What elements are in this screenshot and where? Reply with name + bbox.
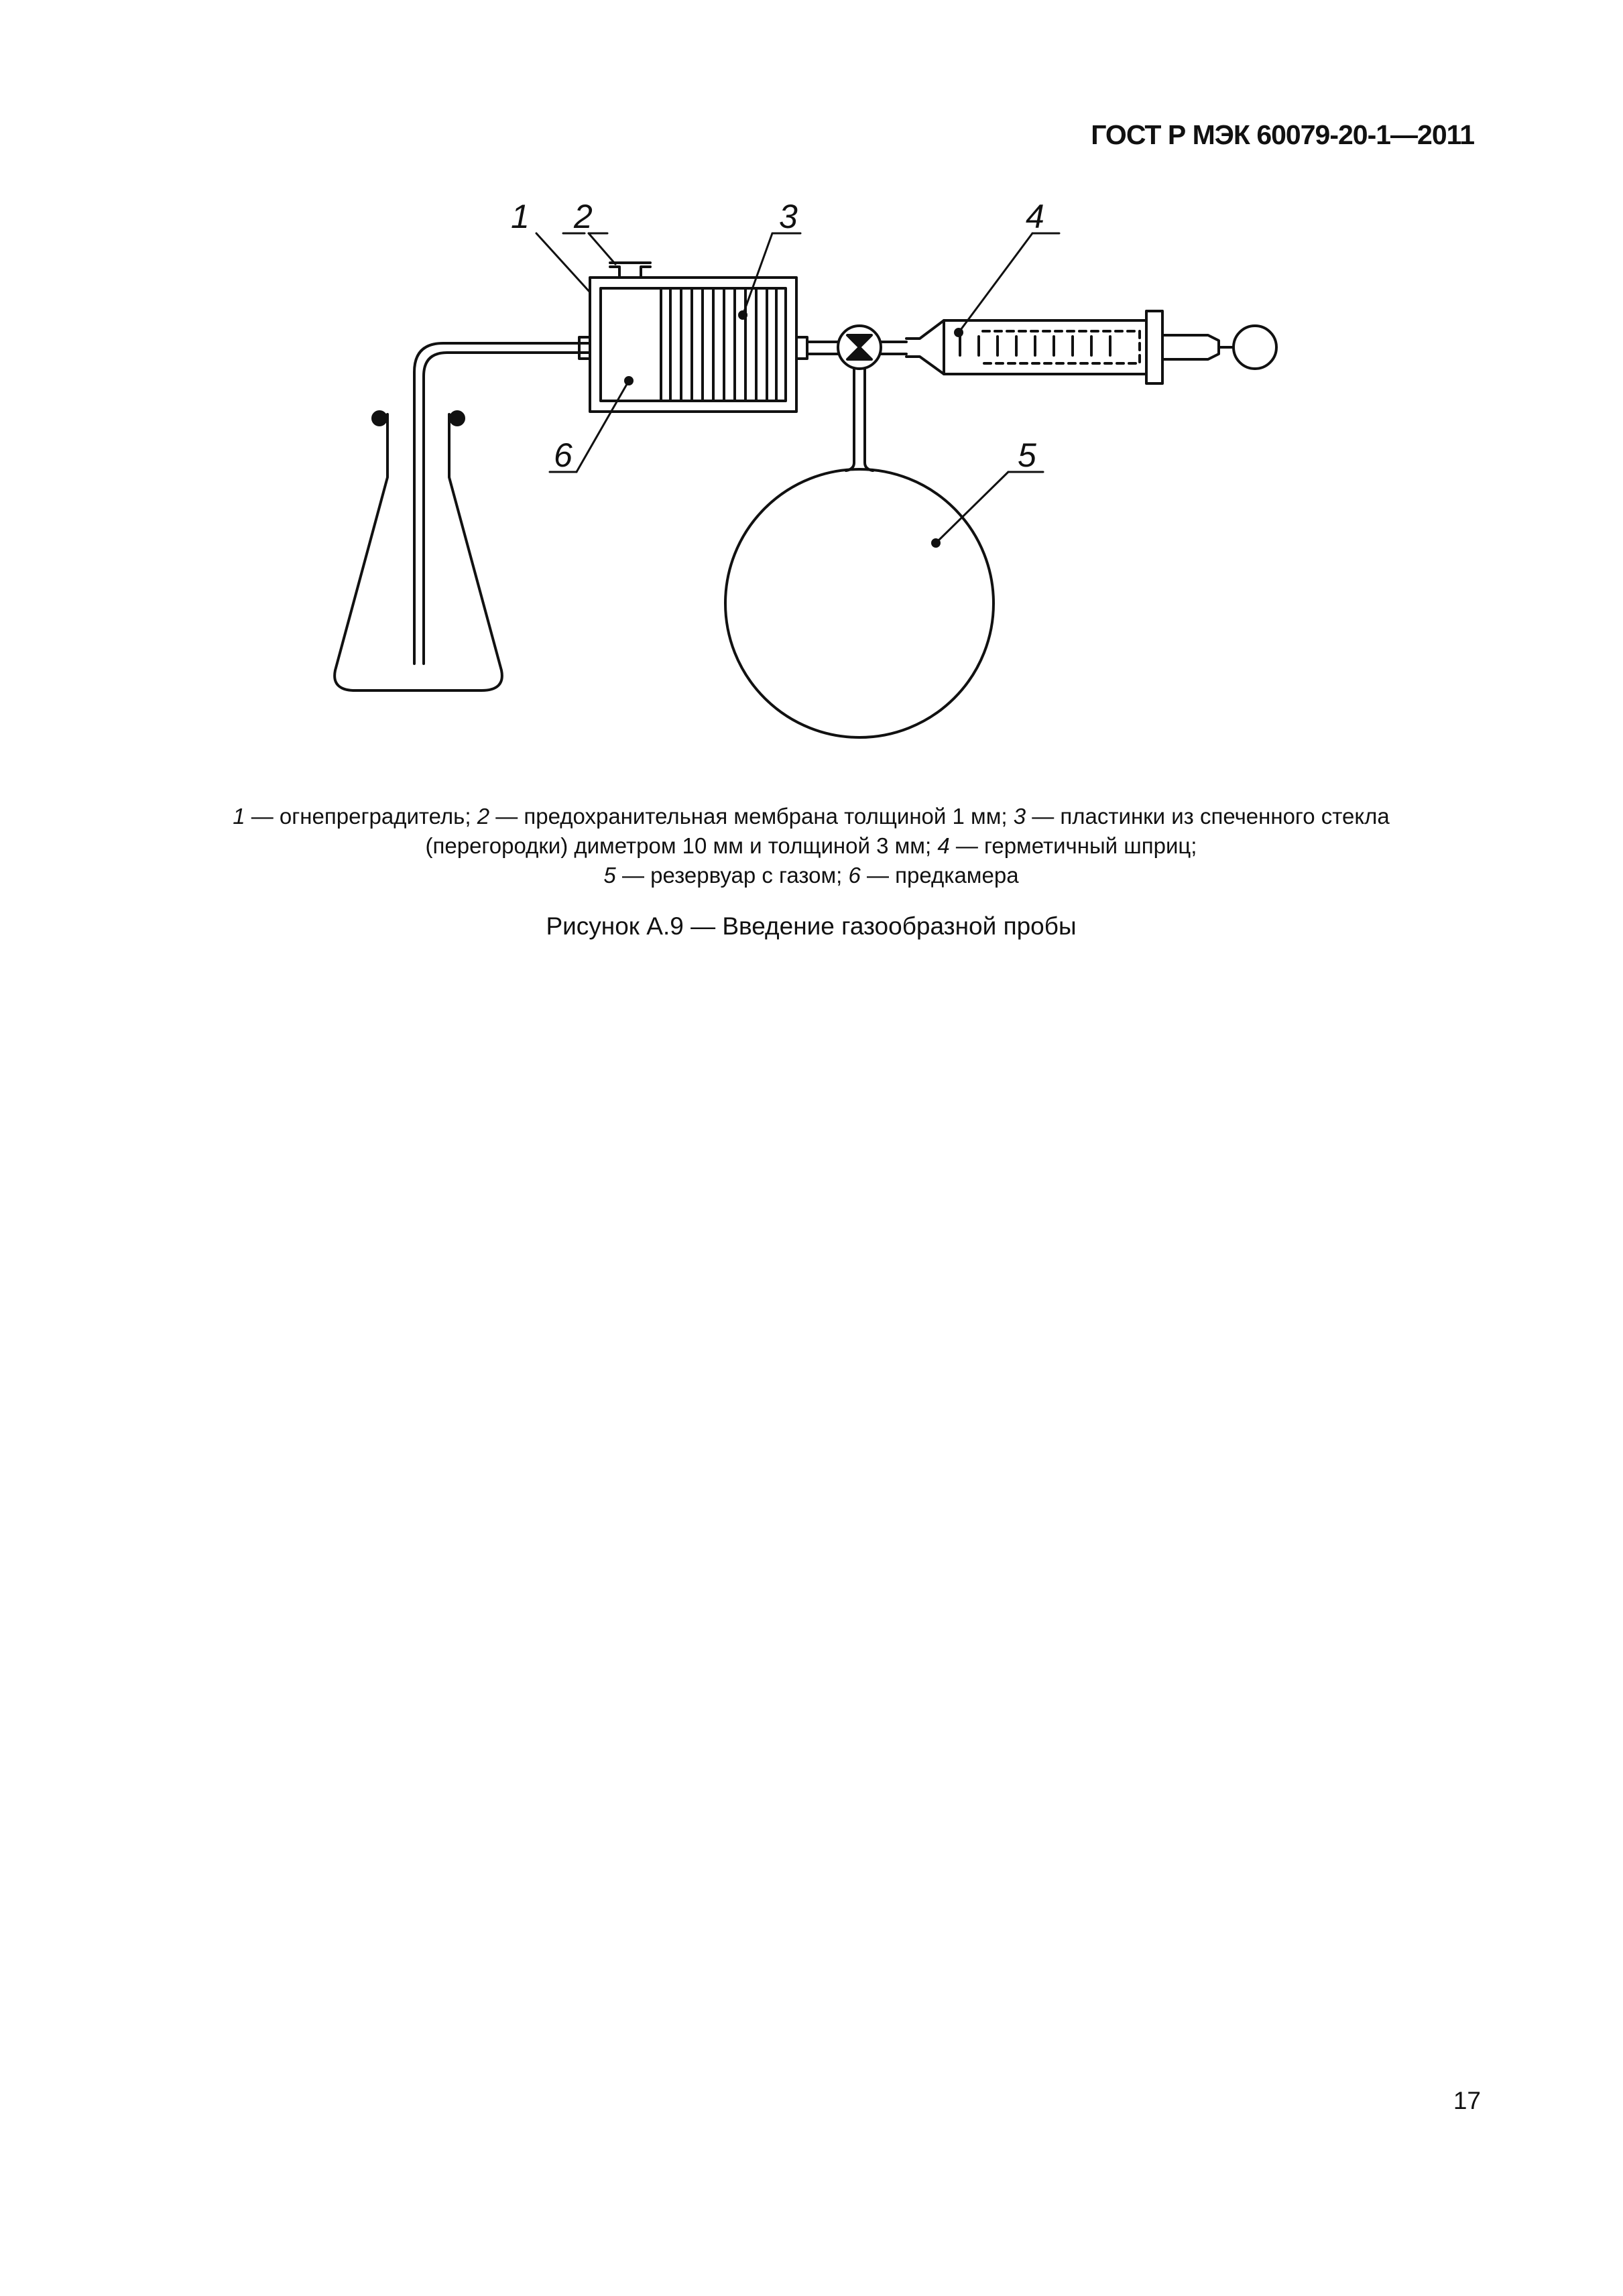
three-way-tap [838, 326, 906, 369]
callout-3: 3 [779, 198, 798, 235]
connecting-tube [414, 343, 590, 664]
legend-text: — резервуар с газом; [615, 863, 849, 888]
legend-num: 6 [848, 863, 861, 888]
apparatus-figure [0, 0, 1623, 804]
gas-reservoir [725, 469, 994, 737]
legend-text: — герметичный шприц; [949, 833, 1197, 858]
legend-text: — предохранительная мембрана толщиной 1 мм; [489, 804, 1014, 829]
figure-legend [221, 802, 1401, 890]
callout-5: 5 [1018, 436, 1036, 474]
legend-num: 4 [937, 833, 950, 858]
reservoir-neck [846, 369, 873, 471]
gas-tight-syringe [906, 311, 1276, 383]
document-header: ГОСТ Р МЭК 60079-20-1—2011 [1091, 119, 1474, 150]
tube-to-tap [807, 342, 838, 354]
safety-membrane [610, 267, 650, 278]
callout-1: 1 [511, 198, 530, 235]
legend-text: — огнепреградитель; [245, 804, 477, 829]
legend-text: — пластинки из спеченного стекла (перегородки) диметром 10 мм и толщиной 3 мм; [425, 804, 1390, 858]
figure-caption: Рисунок А.9 — Введение газообразной пробы [546, 912, 1077, 940]
legend-num: 2 [477, 804, 490, 829]
page-number: 17 [1453, 2087, 1481, 2114]
legend-num: 3 [1013, 804, 1026, 829]
apparatus-diagram [0, 0, 1623, 804]
callout-2: 2 [574, 198, 593, 235]
sintered-glass-plates [661, 290, 776, 400]
callout-6: 6 [554, 436, 573, 474]
legend-num: 1 [233, 804, 245, 829]
conical-flask [335, 412, 502, 690]
legend-num: 5 [603, 863, 616, 888]
callout-4: 4 [1026, 198, 1044, 235]
legend-text: — предкамера [860, 863, 1019, 888]
